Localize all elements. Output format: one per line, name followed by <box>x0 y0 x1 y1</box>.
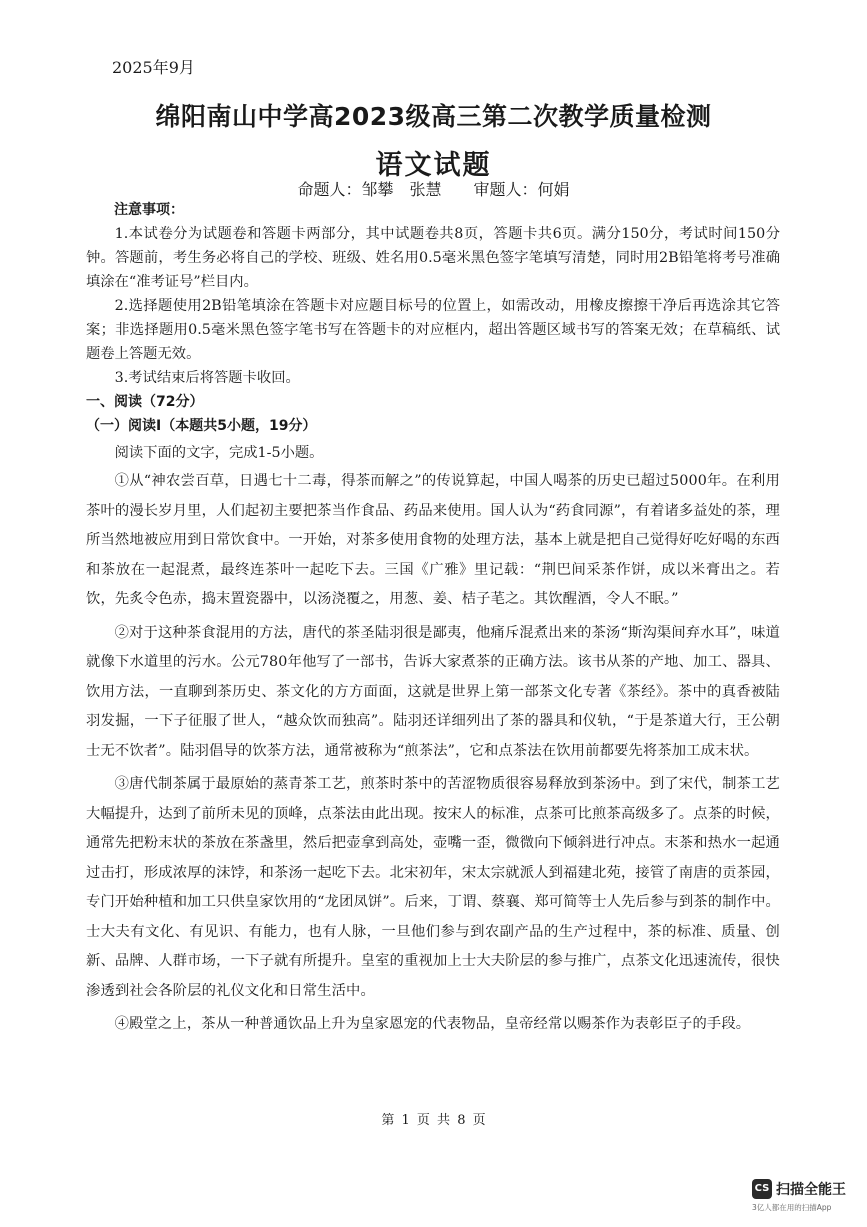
passage-paragraph: ②对于这种茶食混用的方法，唐代的茶圣陆羽很是鄙夷，他痛斥混煮出来的茶汤“斯沟渠间弃水耳”，味道就像下水道里的污水。公元780年他写了一部书，告诉大家煮茶的正确方法。该书从茶的产地、加工、器具、饮用方法，一直聊到茶历史、茶文化的方方面面，这就是世界上第一部茶文化专著《茶经》。茶中的真香被陆羽发掘，一下子征服了世人，“越众饮而独高”。陆羽还详细列出了茶的器具和仪轨，“于是茶道大行，王公朝士无不饮者”。陆羽倡导的饮茶方法，通常被称为“煎茶法”，它和点茶法在饮用前都要先将茶加工成末状。 <box>86 624 780 759</box>
section-heading: 一、阅读（72分） <box>86 394 204 410</box>
watermark-tagline: 3亿人都在用的扫描App <box>752 1203 832 1212</box>
passage-paragraph: ③唐代制茶属于最原始的蒸青茶工艺，煎茶时茶中的苦涩物质很容易释放到茶汤中。到了宋代，制茶工艺大幅提升，达到了前所未见的顶峰，点茶法由此出现。按宋人的标准，点茶可比煎茶高级多了。点茶的时候，通常先把粉末状的茶放在茶盏里，然后把壶拿到高处，壶嘴一歪，微微向下倾斜进行冲点。末茶和热水一起通过击打，形成浓厚的沫饽，和茶汤一起吃下去。北宋初年，宋太宗就派人到福建北苑，接管了南唐的贡茶园，专门开始种植和加工只供皇家饮用的“龙团凤饼”。后来，丁谓、蔡襄、郑可简等士人先后参与到茶的制作中。士大夫有文化、有见识、有能力，也有人脉，一旦他们参与到农副产品的生产过程中，茶的标准、质量、创新、品牌、人群市场，一下子就有所提升。皇室的重视加上士大夫阶层的参与推广，点茶文化迅速流传，很快渗透到社会各阶层的礼仪文化和日常生活中。 <box>86 776 780 999</box>
camscanner-logo-icon: CS <box>752 1179 772 1199</box>
exam-subtitle: 语文试题 <box>375 150 492 181</box>
passage-paragraph: ④殿堂之上，茶从一种普通饮品上升为皇家恩宠的代表物品，皇帝经常以赐茶作为表彰臣子的手段。 <box>114 1016 751 1032</box>
exam-content <box>86 198 780 1040</box>
section-subheading: （一）阅读Ⅰ（本题共5小题，19分） <box>86 418 317 434</box>
scanner-watermark <box>752 1175 857 1215</box>
exam-date: 2025年9月 <box>112 58 195 77</box>
notice-heading: 注意事项： <box>114 202 184 218</box>
section-instruction: 阅读下面的文字，完成1-5小题。 <box>114 445 324 461</box>
notice-item: 2.选择题使用2B铅笔填涂在答题卡对应题目标号的位置上，如需改动，用橡皮擦擦干净后再选涂其它答案；非选择题用0.5毫米黑色签字笔书写在答题卡的对应框内，超出答题区域书写的答案无效；在草稿纸、试题卷上答题无效。 <box>86 298 780 362</box>
watermark-brand: 扫描全能王 <box>776 1182 846 1198</box>
notice-item: 1.本试卷分为试题卷和答题卡两部分，其中试题卷共8页，答题卡共6页。满分150分，考试时间150分钟。答题前，考生务必将自己的学校、班级、姓名用0.5毫米黑色签字笔填写清楚，同时用2B铅笔将考号准确填涂在“准考证号”栏目内。 <box>86 226 780 290</box>
reading-passage <box>86 467 780 1040</box>
passage-paragraph: ①从“神农尝百草，日遇七十二毒，得茶而解之”的传说算起，中国人喝茶的历史已超过5000年。在利用茶叶的漫长岁月里，人们起初主要把茶当作食品、药品来使用。国人认为“药食同源”，有着诸多益处的茶，理所当然地被应用到日常饮食中。一开始，对茶多使用食物的处理方法，基本上就是把自己觉得好吃好喝的东西和茶放在一起混煮，最终连茶叶一起吃下去。三国《广雅》里记载：“荆巴间采茶作饼，成以米膏出之。若饮，先炙令色赤，捣末置瓷器中，以汤浇覆之，用葱、姜、桔子芼之。其饮醒酒，令人不眠。” <box>86 473 780 607</box>
notice-item: 3.考试结束后将答题卡收回。 <box>114 370 300 386</box>
page-number: 第 1 页 共 8 页 <box>381 1113 486 1128</box>
exam-authors: 命题人：邹攀 张慧 审题人：何娟 <box>297 180 570 199</box>
exam-title: 绵阳南山中学高2023级高三第二次教学质量检测 <box>155 102 712 131</box>
notice-section <box>86 198 780 390</box>
